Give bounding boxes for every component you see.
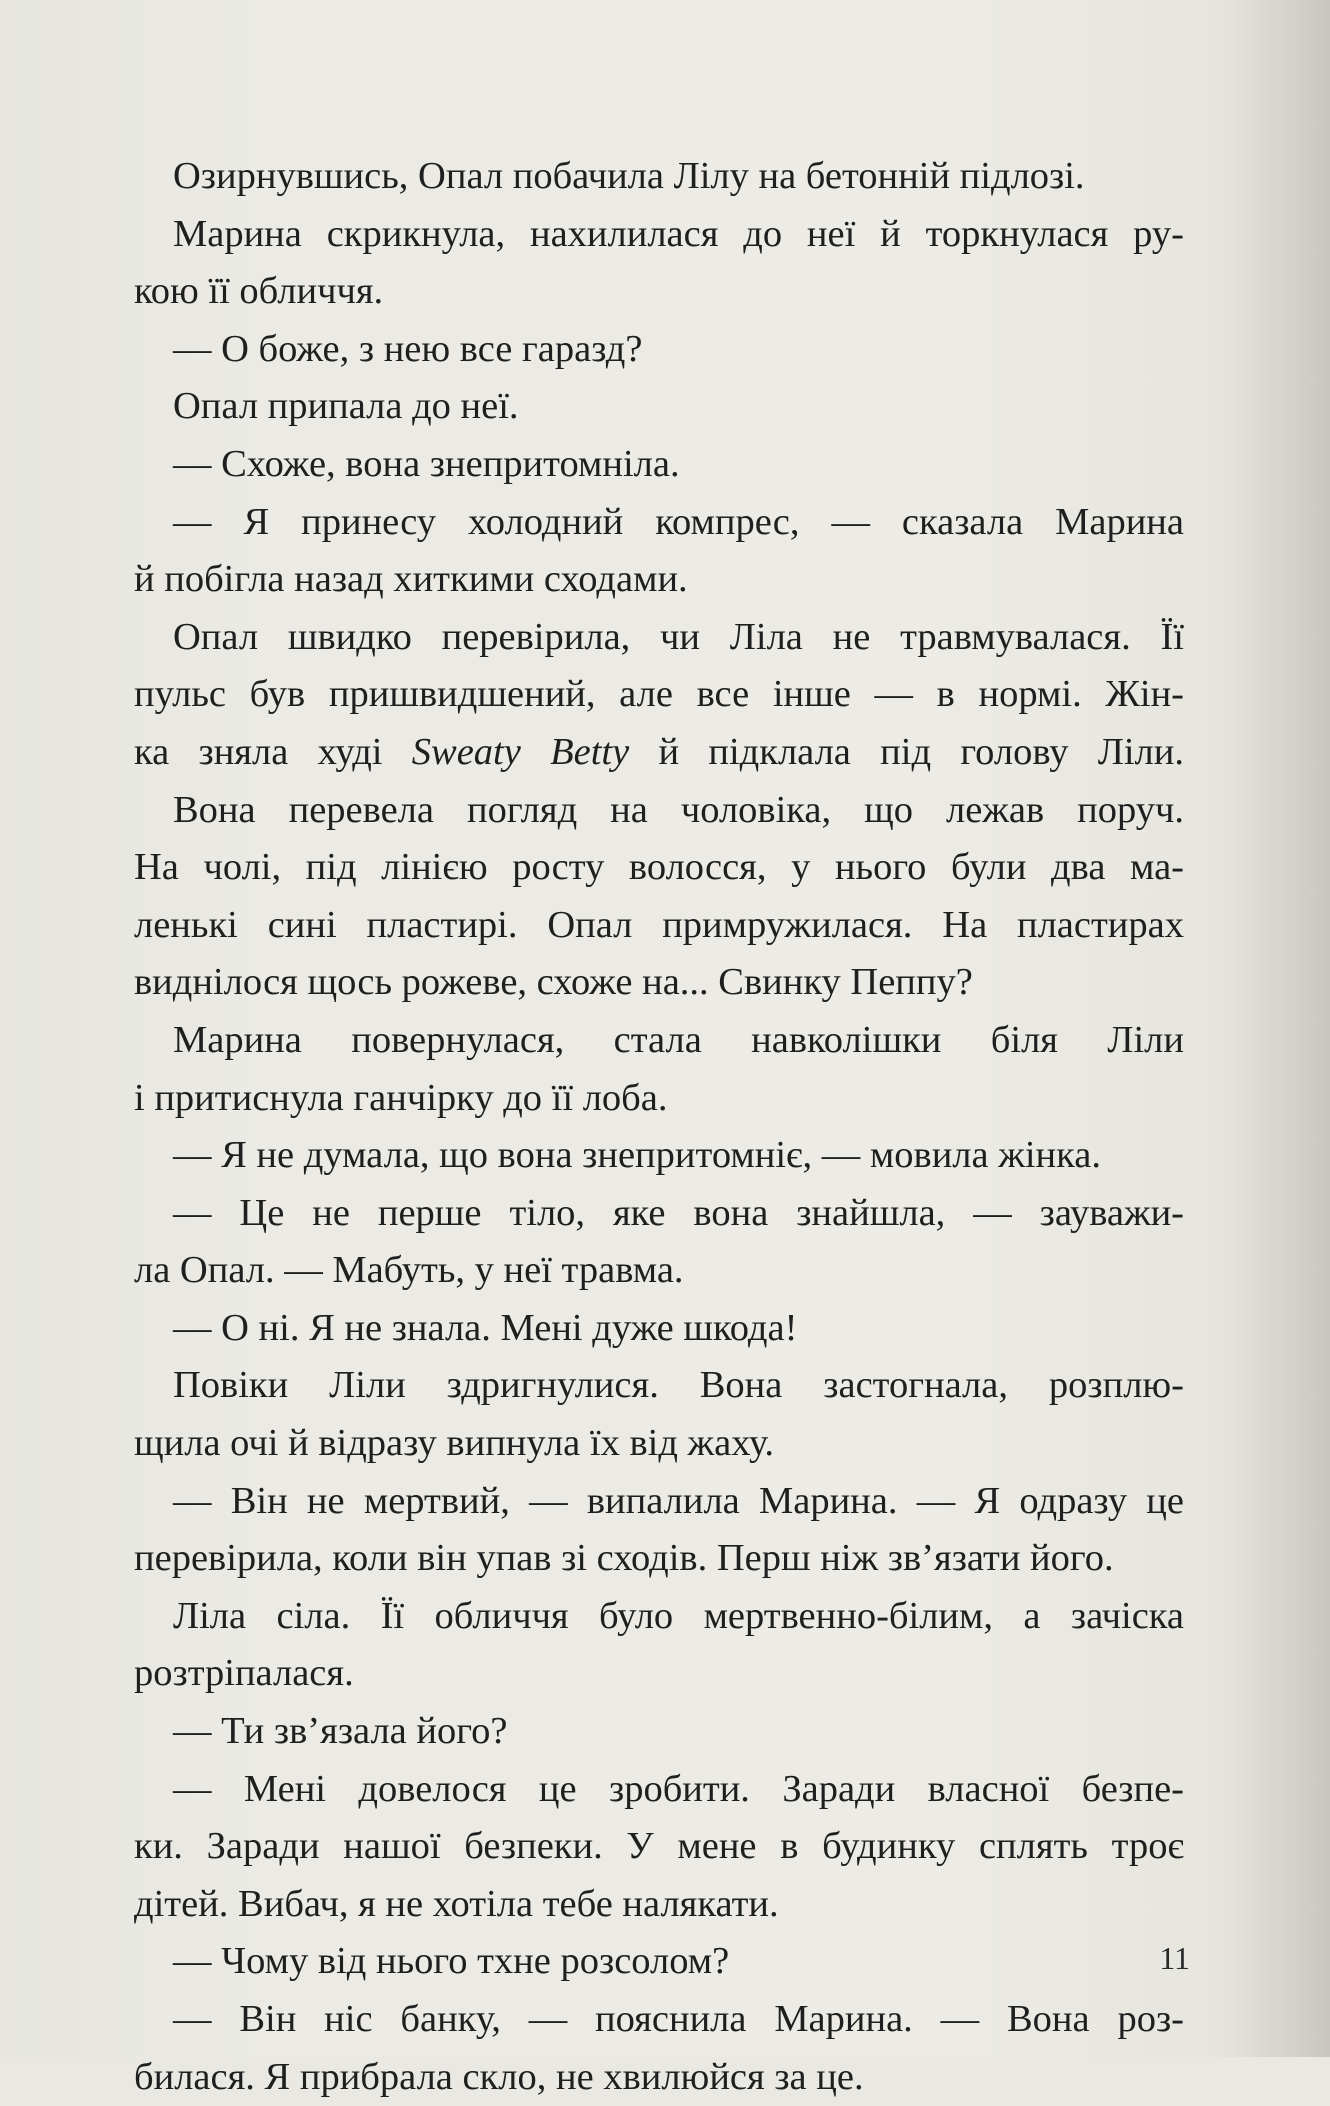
text-line: — Це не перше тіло, яке вона знайшла, — зауважи- — [173, 1191, 1184, 1234]
text-line: — Ти зв’язала його? — [173, 1710, 508, 1753]
text-line: ла Опал. — Мабуть, у неї травма. — [134, 1249, 684, 1292]
text-line: розтріпалася. — [134, 1652, 354, 1695]
text-line: — Чому від нього тхне розсолом? — [173, 1940, 730, 1983]
text-line: кою її обличчя. — [134, 270, 384, 313]
text-line: і притиснула ганчірку до її лоба. — [134, 1076, 668, 1119]
text-line: перевірила, коли він упав зі сходів. Перш ніж зв’язати його. — [134, 1537, 1114, 1580]
text-line: — Мені довелося це зробити. Заради власної безпе- — [173, 1767, 1184, 1810]
text-fragment: й підклала під голову Ліли. — [658, 730, 1184, 773]
text-line: Повіки Ліли здригнулися. Вона застогнала, розплю- — [173, 1364, 1184, 1407]
brand-name-italic: Sweaty Betty — [411, 730, 630, 773]
text-fragment: ка зняла худі — [134, 730, 383, 773]
text-line: — О ні. Я не знала. Мені дуже шкода! — [173, 1306, 798, 1349]
page-edge-shadow — [1200, 0, 1330, 2057]
text-line: Вона перевела погляд на чоловіка, що лежав поруч. — [173, 788, 1184, 831]
text-line: — О боже, з нею все гаразд? — [173, 327, 643, 370]
text-line: Опал припала до неї. — [173, 385, 519, 428]
text-line: билася. Я прибрала скло, не хвилюйся за це. — [134, 2055, 864, 2098]
text-line: щила очі й відразу випнула їх від жаху. — [134, 1422, 775, 1465]
text-line: — Схоже, вона знепритомніла. — [173, 442, 680, 485]
text-line: Марина скрикнула, нахилилася до неї й торкнулася ру- — [173, 212, 1184, 255]
body-text — [134, 148, 1184, 2106]
text-line: Опал швидко перевірила, чи Ліла не травмувалася. Її — [173, 615, 1184, 658]
text-line: ки. Заради нашої безпеки. У мене в будинку сплять троє — [134, 1825, 1184, 1868]
text-line: — Я не думала, що вона знепритомніє, — мовила жінка. — [173, 1134, 1101, 1177]
text-line: й побігла назад хиткими сходами. — [134, 558, 688, 601]
text-line: Ліла сіла. Її обличчя було мертвенно-білим, а зачіска — [173, 1594, 1184, 1637]
text-line: — Він ніс банку, — пояснила Марина. — Вона роз- — [173, 1998, 1184, 2040]
text-line: Марина повернулася, стала навколішки біля Ліли — [173, 1018, 1184, 1061]
text-line: — Я принесу холодний компрес, — сказала Марина — [173, 500, 1184, 543]
text-line: ленькі сині пластирі. Опал примружилася. На пластирах — [134, 903, 1184, 946]
text-line: виднілося щось рожеве, схоже на... Свинку Пеппу? — [134, 961, 973, 1004]
page-number: 11 — [1159, 1940, 1190, 1976]
text-line: пульс був пришвидшений, але все інше — в нормі. Жін- — [134, 673, 1184, 716]
text-line: дітей. Вибач, я не хотіла тебе налякати. — [134, 1882, 779, 1925]
text-line-with-brand — [134, 724, 1184, 782]
text-line: На чолі, під лінією росту волосся, у нього були два ма- — [134, 846, 1184, 889]
text-line: — Він не мертвий, — випалила Марина. — Я одразу це — [173, 1479, 1184, 1522]
text-line: Озирнувшись, Опал побачила Лілу на бетонній підлозі. — [173, 155, 1085, 197]
